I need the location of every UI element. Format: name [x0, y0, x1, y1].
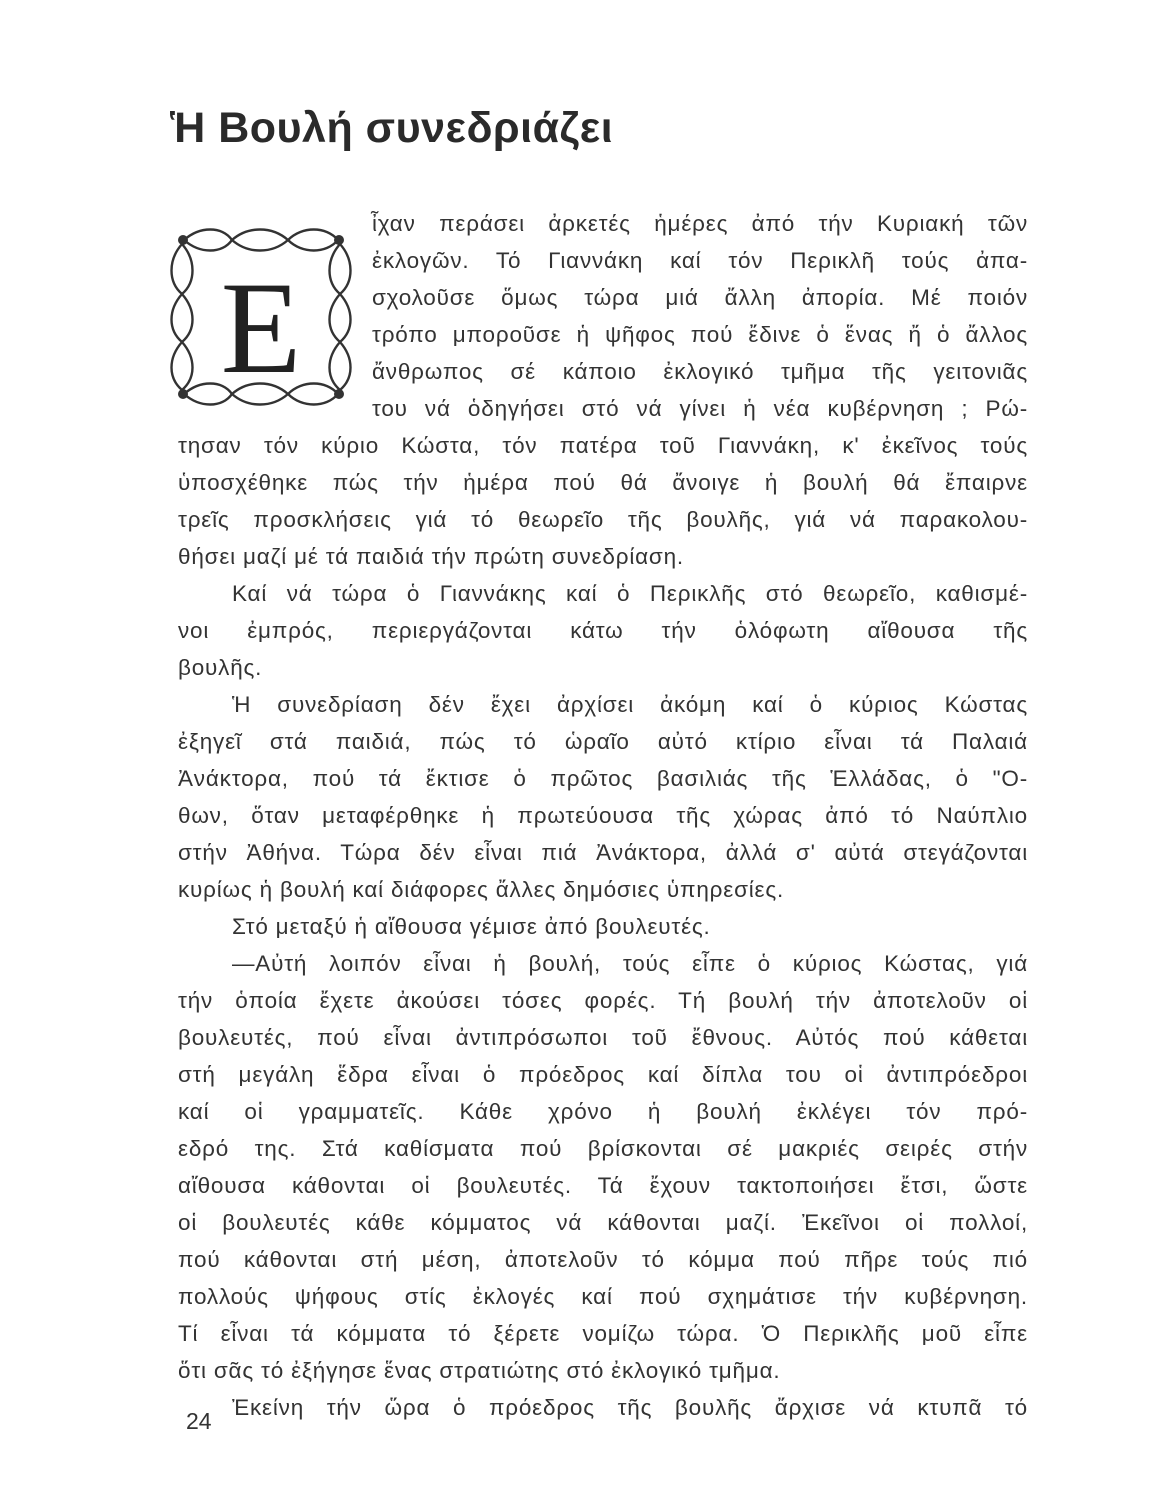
text-line: θων, ὅταν μεταφέρθηκε ἡ πρωτεύουσα τῆς χώρας ἀπό τό Ναύπλιο [178, 803, 1028, 828]
text-line: βουλευτές, πού εἶναι ἀντιπρόσωποι τοῦ ἔθνους. Αὐτός πού κάθεται [178, 1025, 1028, 1050]
text-line: ἐκλογῶν. Τό Γιαννάκη καί τόν Περικλῆ τούς ἀπα- [372, 248, 1028, 273]
text-line: Τί εἶναι τά κόμματα τό ξέρετε νομίζω τώρα. Ὁ Περικλῆς μοῦ εἶπε [178, 1321, 1028, 1346]
text-line: κυρίως ἡ βουλή καί διάφορες ἄλλες δημόσιες ὑπηρεσίες. [178, 877, 785, 902]
text-line: ὑποσχέθηκε πώς τήν ἡμέρα πού θά ἄνοιγε ἡ βουλή θά ἔπαιρνε [178, 470, 1028, 495]
text-line: πού κάθονται στή μέση, ἀποτελοῦν τό κόμμα πού πῆρε τούς πιό [178, 1247, 1028, 1272]
text-line: τησαν τόν κύριο Κώστα, τόν πατέρα τοῦ Γιαννάκη, κ' ἐκεῖνος τούς [178, 433, 1028, 458]
text-line: Καί νά τώρα ὁ Γιαννάκης καί ὁ Περικλῆς στό θεωρεῖο, καθισμέ- [232, 581, 1028, 606]
text-line: ἄνθρωπος σέ κάποιο ἐκλογικό τμῆμα τῆς γειτονιᾶς [372, 359, 1028, 384]
text-line: βουλῆς. [178, 655, 263, 680]
text-line: Στό μεταξύ ἡ αἴθουσα γέμισε ἀπό βουλευτές. [232, 914, 711, 939]
text-line: στή μεγάλη ἕδρα εἶναι ὁ πρόεδρος καί δίπλα του οἱ ἀντιπρόεδροι [178, 1062, 1028, 1087]
text-line: νοι ἐμπρός, περιεργάζονται κάτω τήν ὁλόφωτη αἴθουσα τῆς [178, 618, 1028, 643]
chapter-title: Ἡ Βουλή συνεδριάζει [170, 104, 614, 152]
text-line: τήν ὁποία ἔχετε ἀκούσει τόσες φορές. Τή βουλή τήν ἀποτελοῦν οἱ [178, 988, 1028, 1013]
text-line: ἶχαν περάσει ἀρκετές ἡμέρες ἀπό τήν Κυριακή τῶν [372, 211, 1028, 236]
text-line: σχολοῦσε ὅμως τώρα μιά ἄλλη ἀπορία. Μέ ποιόν [372, 285, 1028, 310]
text-line: του νά ὁδηγήσει στό νά γίνει ἡ νέα κυβέρνηση ; Ρώ- [372, 396, 1028, 421]
text-line: θήσει μαζί μέ τά παιδιά τήν πρώτη συνεδρίαση. [178, 544, 684, 569]
text-line: Ἀνάκτορα, πού τά ἔκτισε ὁ πρῶτος βασιλιάς τῆς Ἑλλάδας, ὁ "Ο- [178, 766, 1028, 791]
text-line: ὅτι σᾶς τό ἐξήγησε ἕνας στρατιώτης στό ἐκλογικό τμῆμα. [178, 1358, 781, 1383]
text-line: Ἡ συνεδρίαση δέν ἔχει ἀρχίσει ἀκόμη καί ὁ κύριος Κώστας [232, 692, 1028, 717]
drop-cap-letter [170, 222, 352, 412]
text-line: εδρό της. Στά καθίσματα πού βρίσκονται σέ μακριές σειρές στήν [178, 1136, 1028, 1161]
text-line: τρεῖς προσκλήσεις γιά τό θεωρεῖο τῆς βουλῆς, γιά νά παρακολου- [178, 507, 1028, 532]
text-line: καί οἱ γραμματεῖς. Κάθε χρόνο ἡ βουλή ἐκλέγει τόν πρό- [178, 1099, 1028, 1124]
text-line: ἐξηγεῖ στά παιδιά, πώς τό ὡραῖο αὐτό κτίριο εἶναι τά Παλαιά [178, 729, 1028, 754]
text-line: —Αὐτή λοιπόν εἶναι ἡ βουλή, τούς εἶπε ὁ κύριος Κώστας, γιά [232, 951, 1028, 976]
text-line: Ἐκείνη τήν ὥρα ὁ πρόεδρος τῆς βουλῆς ἄρχισε νά κτυπᾶ τό [232, 1395, 1028, 1420]
text-line: πολλούς ψήφους στίς ἐκλογές καί πού σχημάτισε τήν κυβέρνηση. [178, 1284, 1028, 1309]
text-line: τρόπο μποροῦσε ἡ ψῆφος πού ἔδινε ὁ ἕνας ἤ ὁ ἄλλος [372, 322, 1028, 347]
text-line: οἱ βουλευτές κάθε κόμματος νά κάθονται μαζί. Ἐκεῖνοι οἱ πολλοί, [178, 1210, 1028, 1235]
text-line: στήν Ἀθήνα. Τώρα δέν εἶναι πιά Ἀνάκτορα, ἀλλά σ' αὐτά στεγάζονται [178, 840, 1028, 865]
text-line: αἴθουσα κάθονται οἱ βουλευτές. Τά ἔχουν τακτοποιήσει ἔτσι, ὥστε [178, 1173, 1028, 1198]
page-number: 24 [186, 1408, 212, 1434]
drop-cap-ornament [170, 222, 352, 412]
svg-text:E: E [220, 254, 302, 401]
